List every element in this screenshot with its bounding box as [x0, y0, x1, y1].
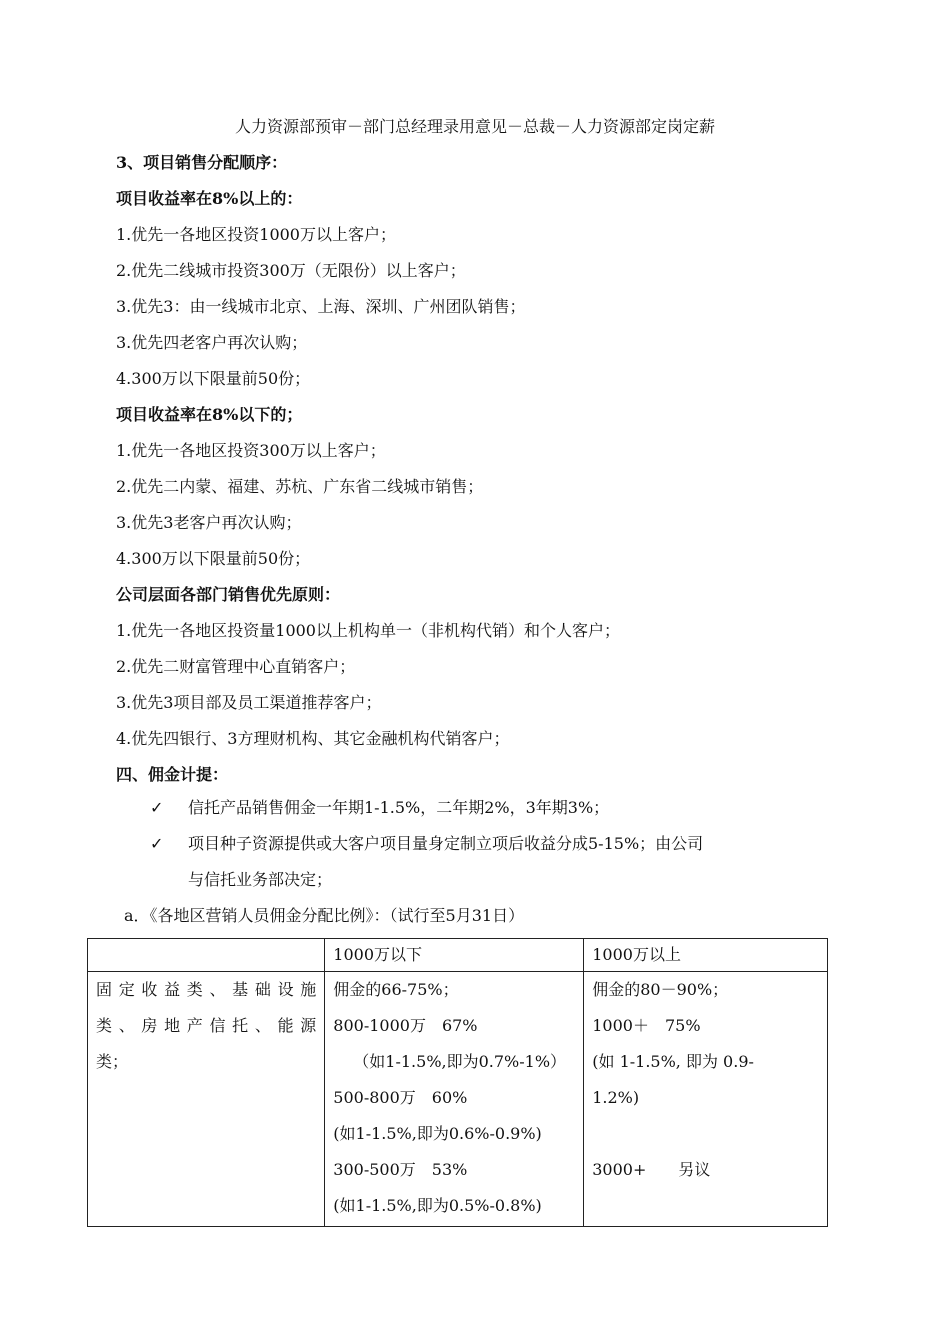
above-1000-line-4: 1.2%)	[592, 1088, 640, 1107]
category-cell	[88, 972, 325, 1227]
table-caption: a．《各地区营销人员佣金分配比例》：（试行至5月31日）	[124, 906, 525, 925]
section3-title: 3、项目销售分配顺序：	[116, 153, 288, 172]
category-line-2: 类、房地产信托、能源	[96, 1016, 317, 1035]
below-1000-line-4: 500-800万 60%	[333, 1088, 468, 1107]
section4-title: 四、佣金计提：	[116, 765, 229, 784]
below8-item-1: 1.优先一各地区投资300万以上客户；	[116, 441, 386, 460]
below8-item-3: 3.优先3老客户再次认购；	[116, 513, 302, 532]
approval-flow-line: 人力资源部预审－部门总经理录用意见－总裁－人力资源部定岗定薪	[234, 117, 715, 136]
above-1000-spacer	[592, 1124, 819, 1160]
commission-bullet-2-continued: 与信托业务部决定；	[188, 870, 333, 889]
above-1000-line-1: 佣金的80－90%；	[592, 980, 729, 999]
below8-item-4: 4.300万以下限量前50份；	[116, 549, 311, 568]
category-line-3: 类；	[96, 1052, 129, 1071]
table-header-above-1000: 1000万以上	[584, 939, 828, 972]
above-1000-line-3: (如 1-1.5%, 即为 0.9-	[592, 1052, 754, 1071]
above8-item-3: 3.优先3：由一线城市北京、上海、深圳、广州团队销售；	[116, 297, 526, 316]
commission-bullet-2-text: 项目种子资源提供或大客户项目量身定制立项后收益分成5-15%；由公司	[188, 834, 704, 853]
company-item-1: 1.优先一各地区投资量1000以上机构单一（非机构代销）和个人客户；	[116, 621, 620, 640]
commission-bullet-1	[150, 798, 609, 818]
above-1000-line-5: 3000+ 另议	[592, 1160, 711, 1179]
table-header-row	[88, 939, 828, 972]
company-item-2: 2.优先二财富管理中心直销客户；	[116, 657, 356, 676]
checkmark-icon: ✓	[150, 798, 164, 817]
company-item-3: 3.优先3项目部及员工渠道推荐客户；	[116, 693, 382, 712]
above-1000-line-2: 1000＋ 75%	[592, 1016, 701, 1035]
commission-bullet-1-text: 信托产品销售佣金一年期1-1.5%，二年期2%，3年期3%；	[188, 798, 610, 817]
below-1000-line-3: （如1-1.5%,即为0.7%-1%）	[353, 1052, 567, 1071]
table-header-below-1000: 1000万以下	[325, 939, 584, 972]
above8-title: 项目收益率在8%以上的：	[116, 189, 303, 208]
below8-title: 项目收益率在8%以下的；	[116, 405, 303, 424]
below-1000-line-7: (如1-1.5%,即为0.5%-0.8%)	[333, 1196, 542, 1215]
below8-item-2: 2.优先二内蒙、福建、苏杭、广东省二线城市销售；	[116, 477, 484, 496]
above8-item-5: 4.300万以下限量前50份；	[116, 369, 311, 388]
below-1000-cell	[325, 972, 584, 1227]
above8-item-1: 1.优先一各地区投资1000万以上客户；	[116, 225, 396, 244]
above-1000-cell	[584, 972, 828, 1227]
table-row	[88, 972, 828, 1227]
company-item-4: 4.优先四银行、3方理财机构、其它金融机构代销客户；	[116, 729, 510, 748]
commission-bullet-2	[150, 834, 703, 854]
above8-item-2: 2.优先二线城市投资300万（无限份）以上客户；	[116, 261, 466, 280]
table-header-empty	[88, 939, 325, 972]
below-1000-line-2: 800-1000万 67%	[333, 1016, 478, 1035]
commission-allocation-table	[87, 938, 828, 1227]
below-1000-line-5: (如1-1.5%,即为0.6%-0.9%)	[333, 1124, 542, 1143]
below-1000-line-1: 佣金的66-75%；	[333, 980, 459, 999]
company-priority-title: 公司层面各部门销售优先原则：	[116, 585, 341, 604]
below-1000-line-6: 300-500万 53%	[333, 1160, 468, 1179]
category-line-1: 固定收益类、基础设施	[96, 980, 317, 999]
checkmark-icon: ✓	[150, 834, 164, 853]
above8-item-4: 3.优先四老客户再次认购；	[116, 333, 308, 352]
